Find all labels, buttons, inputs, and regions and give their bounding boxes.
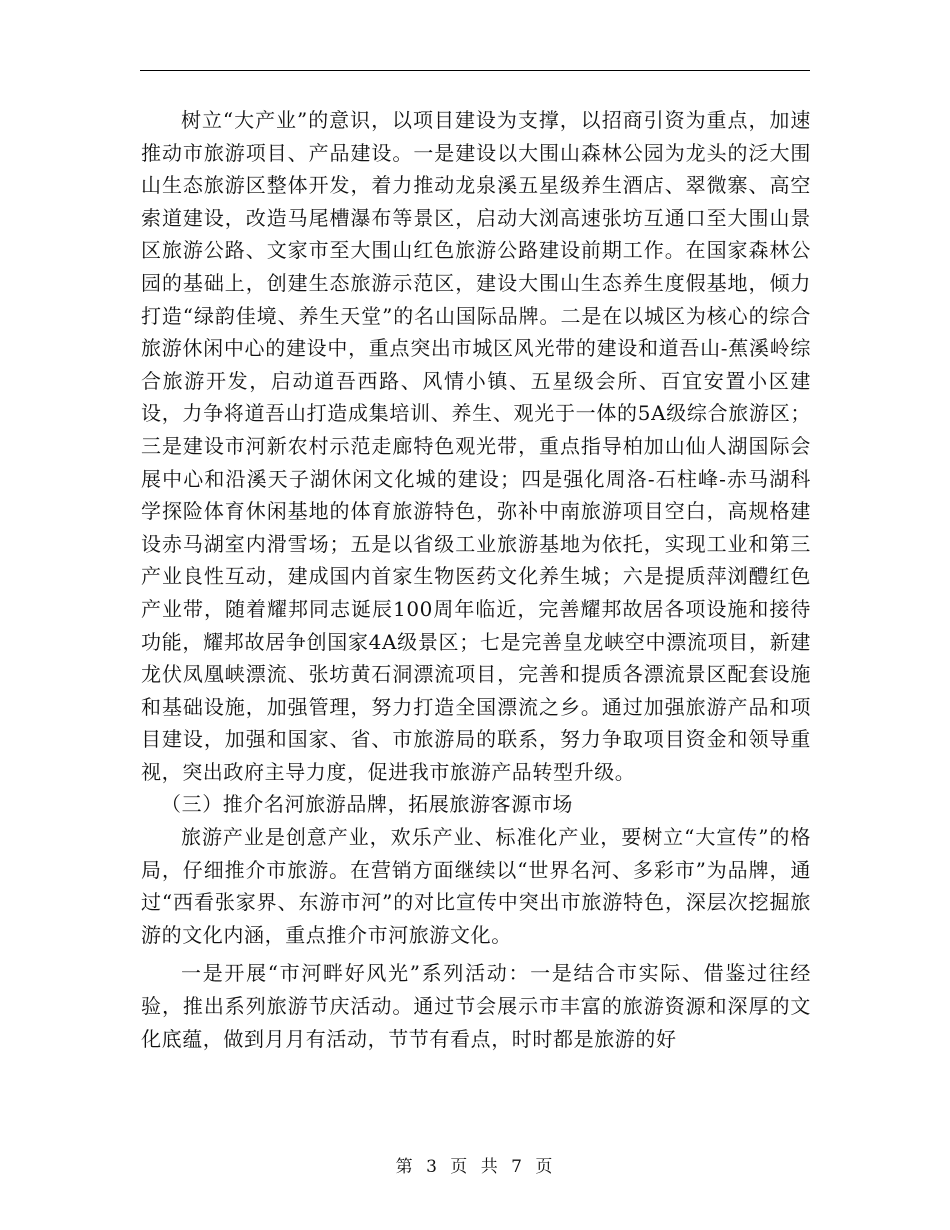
paragraph-brand-promotion: 旅游产业是创意产业，欢乐产业、标准化产业，要树立“大宣传”的格局，仔细推介市旅游。在营销方面继续以“世界名河、多彩市”为品牌，通过“西看张家界、东游市河”的对比宣传中突出市旅游特色，深层次挖掘旅游的文化内涵，重点推介市河旅游文化。: [141, 825, 811, 947]
paragraph-activities: 一是开展“市河畔好风光”系列活动：一是结合市实际、借鉴过往经验，推出系列旅游节庆活动。通过节会展示市丰富的旅游资源和深厚的文化底蕴，做到月月有活动，节节有看点，时时都是旅游的好: [141, 961, 811, 1051]
paragraph-project-building: 树立“大产业”的意识，以项目建设为支撑，以招商引资为重点，加速推动市旅游项目、产品建设。一是建设以大围山森林公园为龙头的泛大围山生态旅游区整体开发，着力推动龙泉溪五星级养生酒店、翠微寨、高空索道建设，改造马尾槽瀑布等景区，启动大浏高速张坊互通口至大围山景区旅游公路、文家市至大围山红色旅游公路建设前期工作。在国家森林公园的基础上，创建生态旅游示范区，建设大围山生态养生度假基地，倾力打造“绿韵佳境、养生天堂”的名山国际品牌。二是在以城区为核心的综合旅游休闲中心的建设中，重点突出市城区风光带的建设和道吾山-蕉溪岭综合旅游开发，启动道吾西路、风情小镇、五星级会所、百宜安置小区建设，力争将道吾山打造成集培训、养生、观光于一体的5A级综合旅游区；三是建设市河新农村示范走廊特色观光带，重点指导柏加山仙人湖国际会展中心和沿溪天子湖休闲文化城的建设；四是强化周洛-石柱峰-赤马湖科学探险体育休闲基地的体育旅游特色，弥补中南旅游项目空白，高规格建设赤马湖室内滑雪场；五是以省级工业旅游基地为依托，实现工业和第三产业良性互动，建成国内首家生物医药文化养生城；六是提质萍浏醴红色产业带，随着耀邦同志诞辰100周年临近，完善耀邦故居各项设施和接待功能，耀邦故居争创国家4A级景区；七是完善皇龙峡空中漂流项目，新建龙伏凤凰峡漂流、张坊黄石洞漂流项目，完善和提质各漂流景区配套设施和基础设施，加强管理，努力打造全国漂流之乡。通过加强旅游产品和项目建设，加强和国家、省、市旅游局的联系，努力争取项目资金和领导重视，突出政府主导力度，促进我市旅游产品转型升级。: [141, 108, 811, 784]
document-body: [141, 104, 811, 1055]
section-heading: （三）推介名河旅游品牌，拓展旅游客源市场: [161, 792, 573, 817]
page-number-footer: 第 3 页 共 7 页: [395, 1157, 555, 1177]
header-rule: [140, 70, 810, 71]
